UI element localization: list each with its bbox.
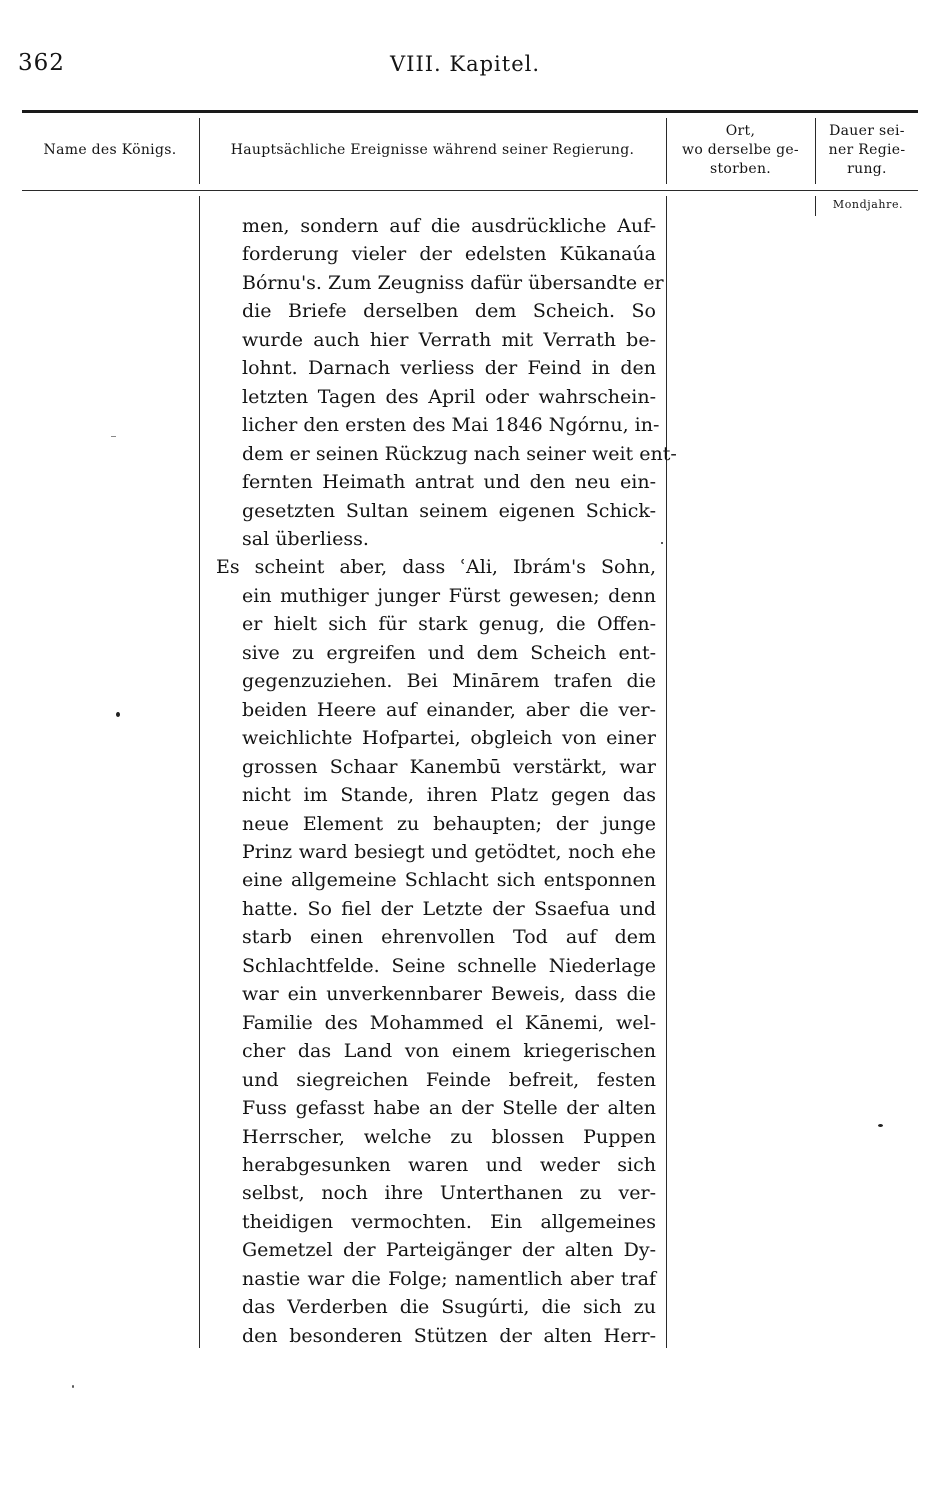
text-line: war ein unverkennbarer Beweis, dass die	[242, 983, 656, 1006]
column-divider-1-body	[199, 196, 200, 1348]
text-line: beiden Heere auf einander, aber die ver-	[242, 698, 656, 721]
header-ereignisse: Hauptsächliche Ereignisse während seiner Regierung.	[230, 141, 635, 158]
header-dauer: Dauer sei- ner Regie- rung.	[828, 122, 906, 177]
text-line: Schlachtfelde. Seine schnelle Niederlage	[242, 954, 656, 977]
text-line: gegenzuziehen. Bei Minārem trafen die	[242, 670, 656, 693]
header-name-des-koenigs: Name des Königs.	[43, 141, 177, 158]
text-line: herabgesunken waren und weder sich	[242, 1153, 656, 1176]
text-line: Gemetzel der Parteigänger der alten Dy-	[242, 1239, 656, 1262]
text-line: sive zu ergreifen und dem Scheich ent-	[242, 641, 656, 664]
text-line: grossen Schaar Kanembū verstärkt, war	[242, 755, 656, 778]
paragraph-2	[216, 553, 656, 1350]
scan-speck	[661, 542, 663, 544]
header-ort: Ort, wo derselbe ge- storben.	[682, 122, 799, 177]
text-line: sal überliess.	[242, 527, 369, 550]
text-line: Familie des Mohammed el Kānemi, wel-	[242, 1011, 656, 1034]
text-line: Bórnu's. Zum Zeugniss dafür übersandte er	[242, 271, 664, 294]
text-line: selbst, noch ihre Unterthanen zu ver-	[242, 1182, 656, 1205]
column-divider-2-body	[666, 196, 667, 1348]
text-line: licher den ersten des Mai 1846 Ngórnu, in-	[242, 414, 660, 437]
text-line: eine allgemeine Schlacht sich entsponnen	[242, 869, 656, 892]
events-text	[216, 212, 677, 1350]
scan-speck	[116, 712, 120, 717]
text-line: Prinz ward besiegt und getödtet, noch ehe	[242, 840, 656, 863]
scan-speck	[72, 1385, 74, 1388]
table-header-rule	[22, 190, 918, 191]
unit-label-mondjahre: Mondjahre.	[832, 198, 904, 211]
text-line: neue Element zu behaupten; der junge	[242, 812, 656, 835]
text-line: hatte. So fiel der Letzte der Ssaefua und	[242, 897, 656, 920]
text-line: das Verderben die Ssugúrti, die sich zu	[242, 1296, 656, 1319]
page-number: 362	[18, 50, 65, 76]
text-line: den besonderen Stützen der alten Herr-	[242, 1324, 656, 1347]
text-line: lohnt. Darnach verliess der Feind in den	[242, 357, 656, 380]
text-line: wurde auch hier Verrath mit Verrath be-	[242, 328, 656, 351]
text-line: nastie war die Folge; namentlich aber traf	[242, 1267, 656, 1290]
text-line: und siegreichen Feinde befreit, festen	[242, 1068, 656, 1091]
text-line: Fuss gefasst habe an der Stelle der alten	[242, 1097, 656, 1120]
text-line: ein muthiger junger Fürst gewesen; denn	[242, 584, 656, 607]
text-line: weichlichte Hofpartei, obgleich von einer	[242, 727, 656, 750]
text-line: Es scheint aber, dass ʿAli, Ibrám's Sohn,	[216, 556, 656, 579]
text-line: men, sondern auf die ausdrückliche Auf-	[242, 215, 656, 237]
text-line: dem er seinen Rückzug nach seiner weit ent-	[242, 442, 677, 465]
text-line: Herrscher, welche zu blossen Puppen	[242, 1125, 656, 1148]
running-head: VIII. Kapitel.	[389, 52, 541, 76]
text-line: gesetzten Sultan seinem eigenen Schick-	[242, 499, 656, 522]
text-line: er hielt sich für stark genug, die Offen-	[242, 613, 656, 636]
text-line: cher das Land von einem kriegerischen	[242, 1040, 656, 1063]
column-divider-3-body	[815, 196, 816, 216]
text-line: die Briefe derselben dem Scheich. So	[242, 300, 656, 323]
text-line: theidigen vermochten. Ein allgemeines	[242, 1210, 656, 1233]
scan-speck	[878, 1124, 883, 1127]
text-line: letzten Tagen des April oder wahrschein-	[242, 385, 656, 408]
paragraph-1	[216, 212, 677, 553]
text-line: starb einen ehrenvollen Tod auf dem	[242, 926, 656, 949]
text-line: forderung vieler der edelsten Kūkanaúa	[242, 243, 656, 266]
text-line: fernten Heimath antrat und den neu ein-	[242, 471, 656, 494]
scan-speck	[111, 436, 116, 437]
text-line: nicht im Stande, ihren Platz gegen das	[242, 784, 656, 807]
